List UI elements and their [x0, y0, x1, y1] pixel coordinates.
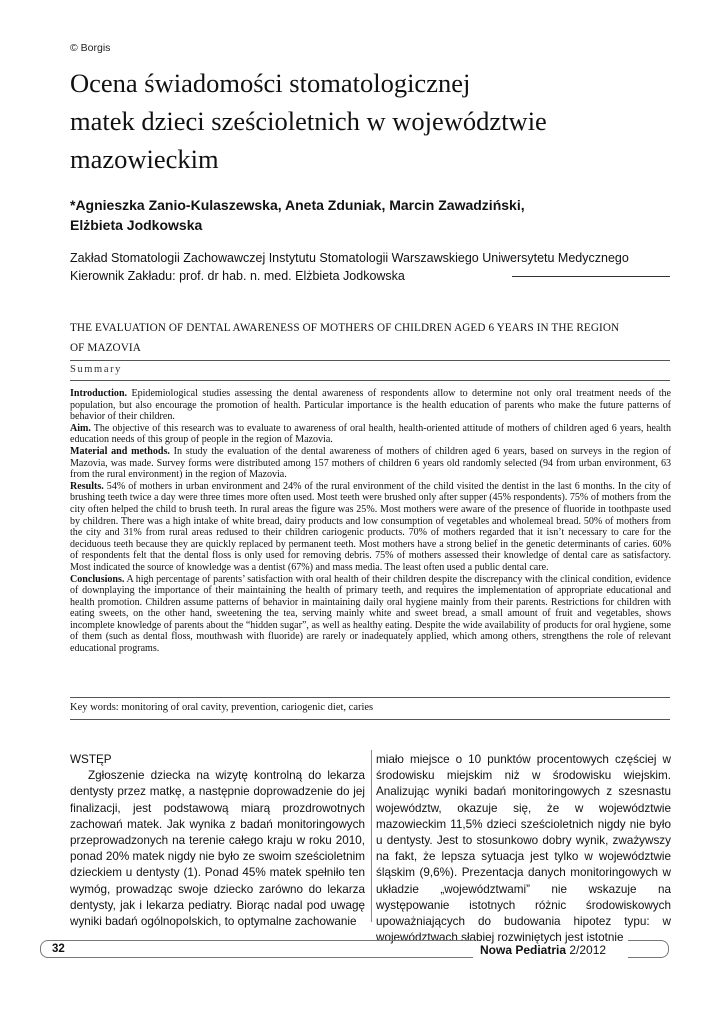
- journal-reference: [480, 943, 606, 957]
- footer-bracket-right: [628, 940, 669, 958]
- abstract-label: Conclusions.: [70, 573, 125, 585]
- body-column-left: [70, 752, 365, 930]
- journal-issue: 2/2012: [566, 943, 607, 957]
- english-title-line: THE EVALUATION OF DENTAL AWARENESS OF MOTHERS OF CHILDREN AGED 6 YEARS IN THE REGION: [70, 322, 620, 334]
- article-title-line: Ocena świadomości stomatologicznej: [70, 68, 471, 98]
- article-title: [70, 64, 670, 178]
- affiliation-institution: Zakład Stomatologii Zachowawczej Instytutu Stomatologii Warszawskiego Uniwersytetu Medycznego: [70, 251, 629, 265]
- page-number: 32: [52, 943, 65, 955]
- divider: [70, 719, 670, 720]
- affiliation: [70, 250, 690, 285]
- abstract: [70, 388, 671, 655]
- abstract-text: The objective of this research was to evaluate to awareness of oral health, health-oriented attitude of mothers of children aged 6 years, health education needs of this group of people in the region of Mazovia.: [70, 422, 671, 446]
- body-paragraph: Zgłoszenie dziecka na wizytę kontrolną do lekarza dentysty przez matkę, a następnie doprowadzenie do jej finalizacji, jest podstawową miarą prozdrowotnych zachowań matek. Jak wynika z badań monitoringowych przeprowadzonych na terenie całego kraju w roku 2010, ponad 20% matek nigdy nie było ze swoim sześcioletnim dzieckiem u dentysty (1). Ponad 45% matek spełniło ten wymóg, prowadząc swoje dziecko zarówno do lekarza dentysty, jak i lekarza pediatry. Biorąc nadal pod uwagę wyniki badań ogólnopolskich, to optymalne zachowanie: [70, 769, 365, 929]
- divider: [70, 697, 670, 698]
- abstract-label: Results.: [70, 480, 104, 492]
- column-divider: [371, 750, 372, 922]
- journal-name: Nowa Pediatria: [480, 943, 567, 957]
- abstract-label: Aim.: [70, 422, 91, 434]
- abstract-text: In study the evaluation of the dental awareness of mothers of children aged 6 years, based on surveys in the region of Mazovia, was made. Survey forms were distributed among 157 mothers of children 6 years old randomly selected (94 from urban environment, 63 from the rural environment) in the region of Mazovia.: [70, 445, 671, 481]
- abstract-introduction: [70, 388, 671, 423]
- english-title-line: OF MAZOVIA: [70, 342, 141, 354]
- divider: [70, 360, 670, 361]
- divider: [70, 380, 670, 381]
- body-column-right: [376, 752, 671, 946]
- abstract-text: Epidemiological studies assessing the dental awareness of respondents allow to determine not only oral treatment needs of the population, but also encourage the promotion of health. Particular importance is the health education of parents who make the future patterns of behavior of their children.: [70, 388, 671, 423]
- abstract-label: Introduction.: [70, 388, 128, 399]
- keywords: Key words: monitoring of oral cavity, prevention, cariogenic diet, caries: [70, 702, 374, 713]
- abstract-text: 54% of mothers in urban environment and 24% of the rural environment of the child visited the dentist in the last 6 months. In the city of brushing teeth twice a day were three times more often used. Most teeth were brushed only after supper (45% respondents). 75% of mothers from the city often helped the child to brush teeth. In rural areas the figure was 25%. Most mothers were aware of the presence of fluoride in toothpaste used by children. There was a high intake of white bread, dairy products and low consumption of vegetables and wholemeal bread. 50% of mothers from the city and 31% from rural areas redused to their children cariogenic products. 70% of mothers regarded that it isn’t necessary to care for the deciduous teeth because they are quickly replaced by permanent teeth. Most mothers have a strong belief in the genetic determinants of caries. 60% of respondents felt that the dental floss is only used for removing debris. 75% of mothers assessed their knowledge of dental care as satisfactory. Most indicated the source of knowledge was a dentist (67%) and mass media. The least often used a public dental care.: [70, 480, 671, 573]
- affiliation-head: Kierownik Zakładu: prof. dr hab. n. med. Elżbieta Jodkowska: [70, 268, 405, 283]
- author-line: *Agnieszka Zanio-Kulaszewska, Aneta Zduniak, Marcin Zawadziński,: [70, 197, 525, 213]
- abstract-results: [70, 481, 671, 574]
- article-title-line: mazowieckim: [70, 144, 219, 174]
- summary-heading: Summary: [70, 364, 123, 375]
- abstract-aim: [70, 423, 671, 446]
- copyright-notice: © Borgis: [70, 42, 111, 54]
- author-line: Elżbieta Jodkowska: [70, 217, 203, 233]
- abstract-methods: [70, 446, 671, 481]
- abstract-label: Material and methods.: [70, 445, 170, 457]
- article-title-line: matek dzieci sześcioletnich w województwie: [70, 106, 547, 136]
- english-title: [70, 318, 670, 358]
- abstract-text: A high percentage of parents’ satisfaction with oral health of their children despite the discrepancy with the clinical condition, evidence of downplaying the importance of their maintaining the health of primary teeth, and requires the implementation of appropriate educational and health promotion. Children assume patterns of behavior in maintaining daily oral hygiene mainly from their parents. Restrictions for children with eating sweets, on the other hand, sweetening the tea, serving mainly white and sweet bread, a small amount of fruit and vegetables, shows incomplete knowledge of parents about the “hidden sugar”, as well as healthy eating. Despite the wide availability of products for oral hygiene, some of them (such as dental floss, mouthwash with fluoride) are rarely or inadequately applied, which among others, strengthens the role of relevant educational programs.: [70, 573, 671, 655]
- footer-bracket-left: [40, 940, 473, 958]
- body-paragraph: miało miejsce o 10 punktów procentowych częściej w środowisku miejskim niż w środowisku wiejskim. Analizując wyniki badań monitoringowych z szesnastu województw, okazuje się, że w województwie mazowieckim 11,5% dzieci sześcioletnich nigdy nie było u dentysty. Jest to stosunkowo dobry wynik, zważywszy na fakt, że lepsza sytuacja jest tylko w województwie śląskim (9,6%). Prezentacja danych monitoringowych w układzie „województwami” nie wskazuje na występowanie istotnych różnic środowiskowych upoważniających do budowania hipotez typu: w województwach słabiej rozwiniętych jest istotnie: [376, 753, 671, 945]
- author-list: [70, 195, 670, 235]
- affiliation-divider: [512, 276, 670, 277]
- abstract-conclusions: [70, 574, 671, 655]
- section-heading: WSTĘP: [70, 753, 112, 766]
